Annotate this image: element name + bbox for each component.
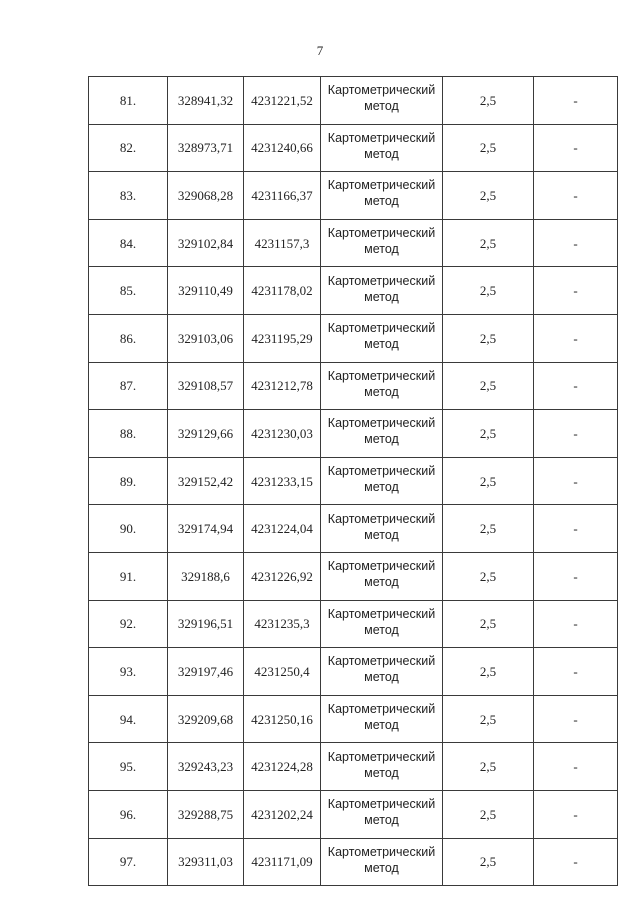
method-cell [321, 410, 443, 458]
table-row [89, 172, 618, 220]
y-coordinate-cell: 4231224,04 [244, 505, 321, 553]
point-number-cell: 96. [89, 790, 168, 838]
description-cell: - [534, 457, 618, 505]
method-line-2: метод [364, 765, 399, 780]
y-coordinate-cell: 4231235,3 [244, 600, 321, 648]
method-cell [321, 457, 443, 505]
accuracy-cell: 2,5 [443, 505, 534, 553]
x-coordinate-cell: 329129,66 [168, 410, 244, 458]
x-coordinate-cell: 328973,71 [168, 124, 244, 172]
point-number-cell: 97. [89, 838, 168, 886]
x-coordinate-cell: 329102,84 [168, 219, 244, 267]
coordinates-table [88, 76, 618, 886]
method-line-2: метод [364, 718, 399, 733]
method-cell [321, 552, 443, 600]
method-line-2: метод [364, 289, 399, 304]
point-number-cell: 82. [89, 124, 168, 172]
method-cell [321, 648, 443, 696]
table-row [89, 267, 618, 315]
point-number-cell: 90. [89, 505, 168, 553]
table-row [89, 77, 618, 125]
accuracy-cell: 2,5 [443, 219, 534, 267]
y-coordinate-cell: 4231212,78 [244, 362, 321, 410]
method-line-2: метод [364, 622, 399, 637]
description-cell: - [534, 838, 618, 886]
method-line-1: Картометрический [327, 749, 436, 764]
table-row [89, 314, 618, 362]
y-coordinate-cell: 4231250,4 [244, 648, 321, 696]
accuracy-cell: 2,5 [443, 743, 534, 791]
y-coordinate-cell: 4231224,28 [244, 743, 321, 791]
method-cell [321, 600, 443, 648]
method-line-1: Картометрический [327, 464, 436, 479]
table-row [89, 552, 618, 600]
method-line-2: метод [364, 813, 399, 828]
method-line-1: Картометрический [327, 797, 436, 812]
point-number-cell: 89. [89, 457, 168, 505]
point-number-cell: 84. [89, 219, 168, 267]
x-coordinate-cell: 329174,94 [168, 505, 244, 553]
x-coordinate-cell: 329188,6 [168, 552, 244, 600]
table-row [89, 838, 618, 886]
point-number-cell: 92. [89, 600, 168, 648]
x-coordinate-cell: 329209,68 [168, 695, 244, 743]
description-cell: - [534, 410, 618, 458]
point-number-cell: 83. [89, 172, 168, 220]
method-cell [321, 362, 443, 410]
y-coordinate-cell: 4231226,92 [244, 552, 321, 600]
method-cell [321, 838, 443, 886]
y-coordinate-cell: 4231230,03 [244, 410, 321, 458]
point-number-cell: 85. [89, 267, 168, 315]
table-row [89, 124, 618, 172]
table-row [89, 648, 618, 696]
method-line-1: Картометрический [327, 321, 436, 336]
description-cell: - [534, 505, 618, 553]
point-number-cell: 88. [89, 410, 168, 458]
description-cell: - [534, 77, 618, 125]
method-line-1: Картометрический [327, 654, 436, 669]
y-coordinate-cell: 4231250,16 [244, 695, 321, 743]
y-coordinate-cell: 4231195,29 [244, 314, 321, 362]
accuracy-cell: 2,5 [443, 552, 534, 600]
accuracy-cell: 2,5 [443, 172, 534, 220]
method-line-1: Картометрический [327, 273, 436, 288]
coordinates-table-body [89, 77, 618, 886]
x-coordinate-cell: 329108,57 [168, 362, 244, 410]
method-line-1: Картометрический [327, 83, 436, 98]
method-line-2: метод [364, 384, 399, 399]
x-coordinate-cell: 329103,06 [168, 314, 244, 362]
method-line-1: Картометрический [327, 511, 436, 526]
x-coordinate-cell: 329110,49 [168, 267, 244, 315]
method-line-1: Картометрический [327, 559, 436, 574]
description-cell: - [534, 219, 618, 267]
description-cell: - [534, 552, 618, 600]
table-row [89, 743, 618, 791]
x-coordinate-cell: 329243,23 [168, 743, 244, 791]
accuracy-cell: 2,5 [443, 600, 534, 648]
point-number-cell: 94. [89, 695, 168, 743]
y-coordinate-cell: 4231240,66 [244, 124, 321, 172]
method-line-2: метод [364, 432, 399, 447]
accuracy-cell: 2,5 [443, 790, 534, 838]
x-coordinate-cell: 329288,75 [168, 790, 244, 838]
method-line-1: Картометрический [327, 368, 436, 383]
table-row [89, 219, 618, 267]
x-coordinate-cell: 328941,32 [168, 77, 244, 125]
description-cell: - [534, 172, 618, 220]
table-row [89, 410, 618, 458]
y-coordinate-cell: 4231171,09 [244, 838, 321, 886]
x-coordinate-cell: 329068,28 [168, 172, 244, 220]
x-coordinate-cell: 329196,51 [168, 600, 244, 648]
table-row [89, 505, 618, 553]
accuracy-cell: 2,5 [443, 314, 534, 362]
accuracy-cell: 2,5 [443, 362, 534, 410]
method-cell [321, 314, 443, 362]
method-line-2: метод [364, 480, 399, 495]
table-row [89, 362, 618, 410]
table-row [89, 695, 618, 743]
accuracy-cell: 2,5 [443, 267, 534, 315]
accuracy-cell: 2,5 [443, 838, 534, 886]
method-line-2: метод [364, 575, 399, 590]
method-line-2: метод [364, 99, 399, 114]
accuracy-cell: 2,5 [443, 457, 534, 505]
method-line-1: Картометрический [327, 130, 436, 145]
method-cell [321, 172, 443, 220]
accuracy-cell: 2,5 [443, 695, 534, 743]
table-row [89, 790, 618, 838]
accuracy-cell: 2,5 [443, 77, 534, 125]
point-number-cell: 93. [89, 648, 168, 696]
method-cell [321, 267, 443, 315]
method-cell [321, 790, 443, 838]
method-line-2: метод [364, 146, 399, 161]
method-cell [321, 505, 443, 553]
description-cell: - [534, 124, 618, 172]
method-line-2: метод [364, 337, 399, 352]
description-cell: - [534, 600, 618, 648]
y-coordinate-cell: 4231178,02 [244, 267, 321, 315]
y-coordinate-cell: 4231221,52 [244, 77, 321, 125]
method-line-2: метод [364, 670, 399, 685]
description-cell: - [534, 695, 618, 743]
method-line-2: метод [364, 527, 399, 542]
method-line-1: Картометрический [327, 226, 436, 241]
method-line-1: Картометрический [327, 702, 436, 717]
point-number-cell: 87. [89, 362, 168, 410]
method-line-1: Картометрический [327, 416, 436, 431]
method-cell [321, 77, 443, 125]
method-line-2: метод [364, 860, 399, 875]
x-coordinate-cell: 329152,42 [168, 457, 244, 505]
accuracy-cell: 2,5 [443, 410, 534, 458]
accuracy-cell: 2,5 [443, 124, 534, 172]
description-cell: - [534, 362, 618, 410]
description-cell: - [534, 267, 618, 315]
method-line-2: метод [364, 194, 399, 209]
y-coordinate-cell: 4231157,3 [244, 219, 321, 267]
method-line-1: Картометрический [327, 844, 436, 859]
point-number-cell: 95. [89, 743, 168, 791]
y-coordinate-cell: 4231233,15 [244, 457, 321, 505]
page-number: 7 [316, 43, 324, 58]
y-coordinate-cell: 4231202,24 [244, 790, 321, 838]
description-cell: - [534, 790, 618, 838]
accuracy-cell: 2,5 [443, 648, 534, 696]
method-cell [321, 743, 443, 791]
point-number-cell: 91. [89, 552, 168, 600]
method-cell [321, 695, 443, 743]
method-line-1: Картометрический [327, 178, 436, 193]
method-line-1: Картометрический [327, 606, 436, 621]
x-coordinate-cell: 329197,46 [168, 648, 244, 696]
x-coordinate-cell: 329311,03 [168, 838, 244, 886]
y-coordinate-cell: 4231166,37 [244, 172, 321, 220]
table-row [89, 600, 618, 648]
description-cell: - [534, 314, 618, 362]
method-cell [321, 219, 443, 267]
description-cell: - [534, 648, 618, 696]
method-cell [321, 124, 443, 172]
point-number-cell: 86. [89, 314, 168, 362]
method-line-2: метод [364, 242, 399, 257]
description-cell: - [534, 743, 618, 791]
table-row [89, 457, 618, 505]
point-number-cell: 81. [89, 77, 168, 125]
